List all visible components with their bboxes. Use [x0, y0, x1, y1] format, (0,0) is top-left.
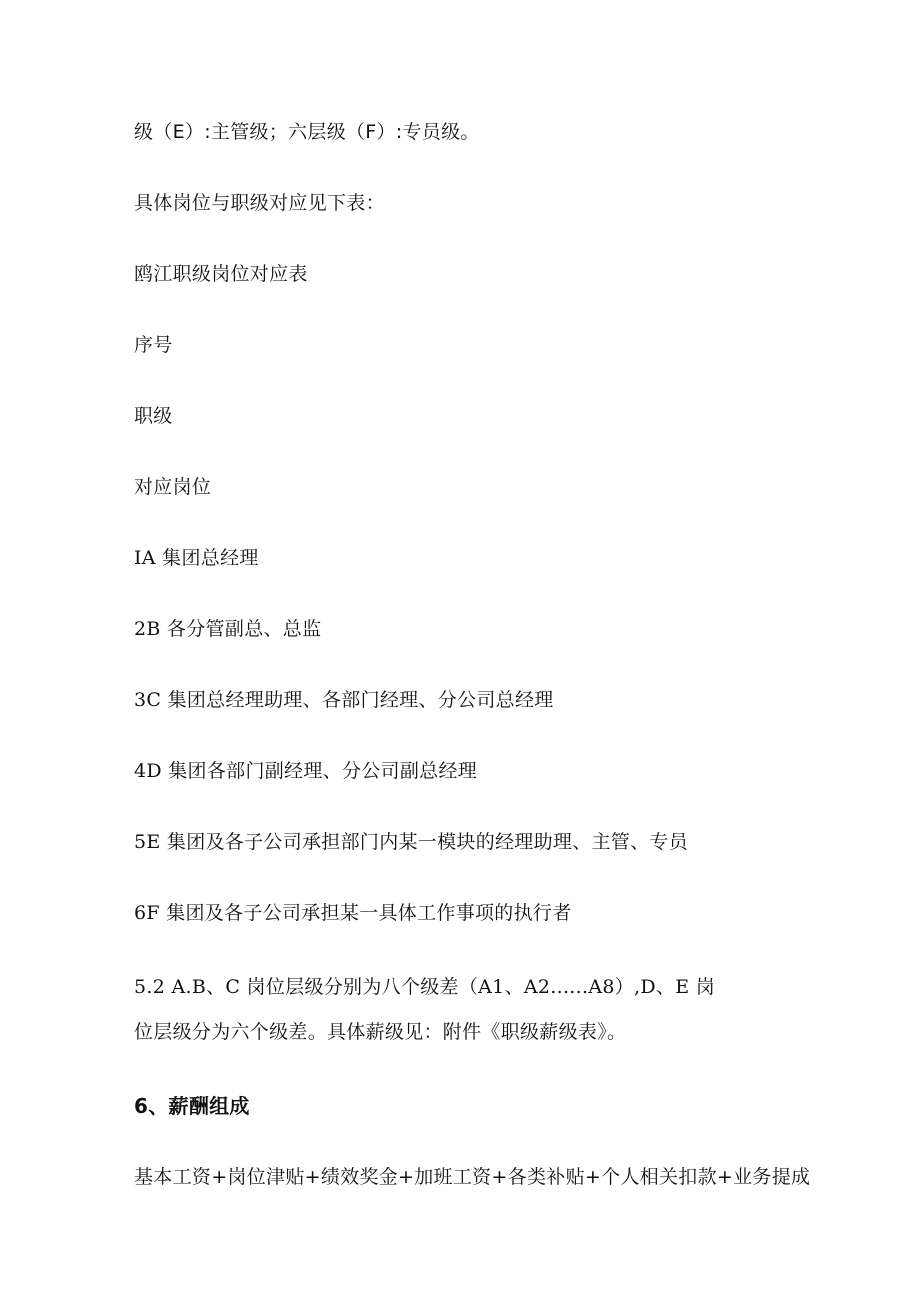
table-row-3: 3C 集团总经理助理、各部门经理、分公司总经理 — [134, 689, 554, 711]
table-row-1: IA 集团总经理 — [134, 547, 259, 569]
paragraph-5-2-line-2: 位层级分为六个级差。具体薪级见：附件《职级薪级表》。 — [134, 1021, 627, 1043]
text-line-level-definitions: 级（E）:主管级；六层级（F）:专员级。 — [134, 121, 480, 143]
table-title: 鸥江职级岗位对应表 — [134, 263, 308, 285]
table-header-position: 对应岗位 — [134, 476, 212, 498]
text-line-table-intro: 具体岗位与职级对应见下表： — [134, 192, 385, 214]
section-heading: 6、薪酬组成 — [134, 1094, 250, 1118]
paragraph-5-2-line-1: 5.2 A.B、C 岗位层级分别为八个级差（A1、A2......A8）,D、E 岗 — [134, 976, 716, 998]
table-header-level: 职级 — [134, 405, 173, 427]
table-row-5: 5E 集团及各子公司承担部门内某一模块的经理助理、主管、专员 — [134, 831, 688, 853]
table-row-2: 2B 各分管副总、总监 — [134, 618, 322, 640]
table-row-4: 4D 集团各部门副经理、分公司副总经理 — [134, 760, 478, 782]
salary-formula: 基本工资+岗位津贴+绩效奖金+加班工资+各类补贴+个人相关扣款+业务提成 — [134, 1166, 811, 1188]
table-row-6: 6F 集团及各子公司承担某一具体工作事项的执行者 — [134, 902, 572, 924]
table-header-number: 序号 — [134, 334, 173, 356]
